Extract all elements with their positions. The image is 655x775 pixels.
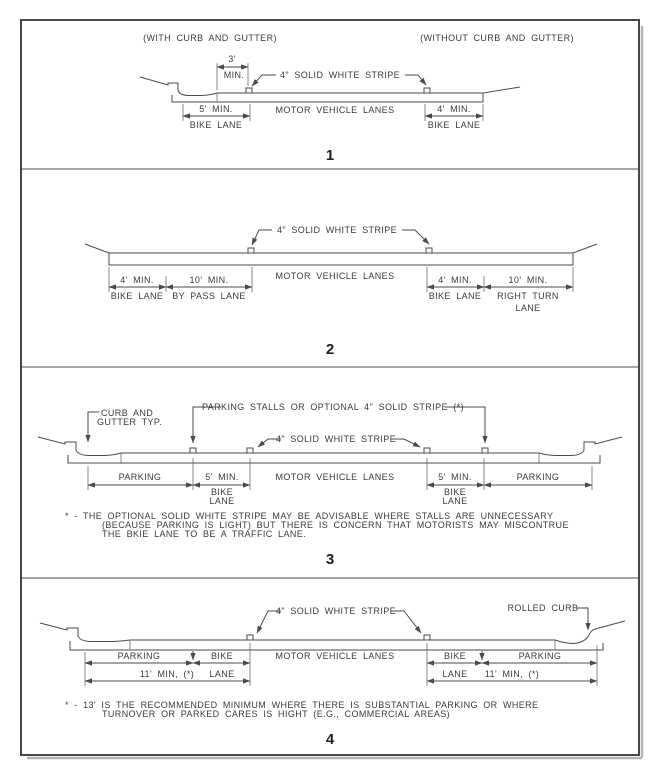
s1-right-lane-label: BIKE LANE xyxy=(427,120,481,130)
s4-note-line1: * - 13' IS THE RECOMMENDED MINIMUM WHERE THERE IS SUBSTANTIAL PARKING OR WHERE xyxy=(65,700,539,710)
s3-center-label: MOTOR VEHICLE LANES xyxy=(275,472,395,482)
s4-number: 4 xyxy=(325,731,335,748)
s3-left-lane-line1: BIKE xyxy=(210,487,234,497)
page-frame xyxy=(21,20,642,758)
section-3 xyxy=(38,402,622,568)
s3-right-lane-line1: BIKE xyxy=(443,487,467,497)
s2-dim2-label: 10' MIN. xyxy=(189,275,229,285)
s1-dim-3ft xyxy=(217,54,248,90)
s3-note-line2: (BECAUSE PARKING IS LIGHT) BUT THERE IS CONCERN THAT MOTORISTS MAY MISCONTRUE xyxy=(102,520,569,530)
s3-optional-stripe-right xyxy=(482,448,488,453)
s3-note-line1: * - THE OPTIONAL SOLID WHITE STRIPE MAY BE ADVISABLE WHERE STALLS ARE UNNECESSARY xyxy=(65,511,554,521)
s1-header-without-curb: (WITHOUT CURB AND GUTTER) xyxy=(420,33,574,43)
s4-white-stripe-right xyxy=(424,635,430,640)
s1-header-with-curb: (WITH CURB AND GUTTER) xyxy=(143,33,277,43)
s3-right-dim-label: 5' MIN. xyxy=(438,472,472,482)
s3-white-stripe-right xyxy=(424,448,430,453)
s4-right-lane-line2: LANE xyxy=(442,669,468,679)
s3-stripe-callout xyxy=(258,434,420,447)
s2-center-label: MOTOR VEHICLE LANES xyxy=(275,271,395,281)
s2-lane3-label: BIKE LANE xyxy=(428,291,482,301)
s1-left-dim-label: 5' MIN. xyxy=(199,104,233,114)
s4-left-lane-line1: BIKE xyxy=(210,651,234,661)
s4-right-min-label: 11' MIN, (*) xyxy=(484,669,540,679)
s4-rolled-curb-callout xyxy=(508,603,588,630)
s1-dim-3ft-min-label: MIN. xyxy=(223,70,245,80)
s3-left-parking-label: PARKING xyxy=(118,472,162,482)
s3-curb-label-line2: GUTTER TYP. xyxy=(97,417,163,427)
s4-white-stripe-left xyxy=(247,635,253,640)
s2-stripe-label: 4" SOLID WHITE STRIPE xyxy=(276,225,398,235)
s1-dimensions xyxy=(183,104,483,130)
s4-right-lane-line1: BIKE xyxy=(443,651,467,661)
s3-left-dim-label: 5' MIN. xyxy=(205,472,239,482)
s1-stripe-callout xyxy=(252,70,426,86)
section-4 xyxy=(40,603,625,748)
s3-number: 3 xyxy=(325,551,335,568)
s1-dim-3ft-label: 3' xyxy=(228,54,236,64)
s3-curb-label-line1: CURB AND xyxy=(101,408,154,418)
s4-dimensions-row2 xyxy=(85,669,597,681)
s4-left-lane-line2: LANE xyxy=(209,669,235,679)
s2-dim3-label: 4' MIN. xyxy=(438,275,472,285)
s2-dim1-label: 4' MIN. xyxy=(120,275,154,285)
s2-number: 2 xyxy=(325,341,335,358)
s3-right-parking-label: PARKING xyxy=(516,472,560,482)
s3-note-line3: THE BKIE LANE TO BE A TRAFFIC LANE. xyxy=(102,529,307,539)
s3-footnote xyxy=(65,511,569,539)
s3-curb-gutter-callout xyxy=(88,408,162,442)
s4-left-parking-label: PARKING xyxy=(117,651,161,661)
s1-right-dim-label: 4' MIN. xyxy=(437,104,471,114)
section-1 xyxy=(140,33,574,164)
s4-center-label: MOTOR VEHICLE LANES xyxy=(275,651,395,661)
s2-dim4-label: 10' MIN. xyxy=(508,275,548,285)
s2-lane4-line2-label: LANE xyxy=(515,303,541,313)
s2-lane1-label: BIKE LANE xyxy=(110,291,164,301)
s3-left-lane-line2: LANE xyxy=(209,496,235,506)
s1-stripe-label: 4" SOLID WHITE STRIPE xyxy=(279,70,401,80)
s2-white-stripe-left xyxy=(248,248,254,253)
s3-white-stripe-left xyxy=(247,448,253,453)
s2-road-profile xyxy=(85,244,597,265)
s4-stripe-label: 4" SOLID WHITE STRIPE xyxy=(275,606,397,616)
s2-white-stripe-right xyxy=(426,248,432,253)
s2-lane4-line1-label: RIGHT TURN xyxy=(497,291,559,301)
s2-dimensions xyxy=(109,267,573,313)
s4-left-min-label: 11' MIN, (*) xyxy=(139,669,195,679)
s1-white-stripe-right xyxy=(424,88,430,93)
s2-lane2-label: BY PASS LANE xyxy=(172,291,246,301)
section-2 xyxy=(85,225,597,358)
s1-left-lane-label: BIKE LANE xyxy=(189,120,243,130)
s4-stripe-callout xyxy=(257,606,421,633)
s3-optional-stripe-left xyxy=(190,448,196,453)
s4-note-line2: TURNOVER OR PARKED CARES IS HIGHT (E.G., COMMERCIAL AREAS) xyxy=(102,709,451,719)
s3-right-lane-line2: LANE xyxy=(442,496,468,506)
s2-stripe-callout xyxy=(252,225,429,245)
s1-road-profile xyxy=(140,77,520,102)
s4-rolled-curb-label: ROLLED CURB xyxy=(507,603,579,613)
s3-top-label: PARKING STALLS OR OPTIONAL 4" SOLID STRIPE (*) xyxy=(202,402,464,412)
s4-right-parking-label: PARKING xyxy=(518,651,562,661)
s4-road-profile xyxy=(40,621,625,650)
s4-footnote xyxy=(65,700,538,719)
s1-center-label: MOTOR VEHICLE LANES xyxy=(275,105,395,115)
s1-white-stripe-left xyxy=(246,88,252,93)
s1-number: 1 xyxy=(325,147,335,164)
s4-dimensions-row1 xyxy=(85,643,597,686)
s3-dimensions xyxy=(88,458,592,506)
s3-stripe-label: 4" SOLID WHITE STRIPE xyxy=(275,434,397,444)
